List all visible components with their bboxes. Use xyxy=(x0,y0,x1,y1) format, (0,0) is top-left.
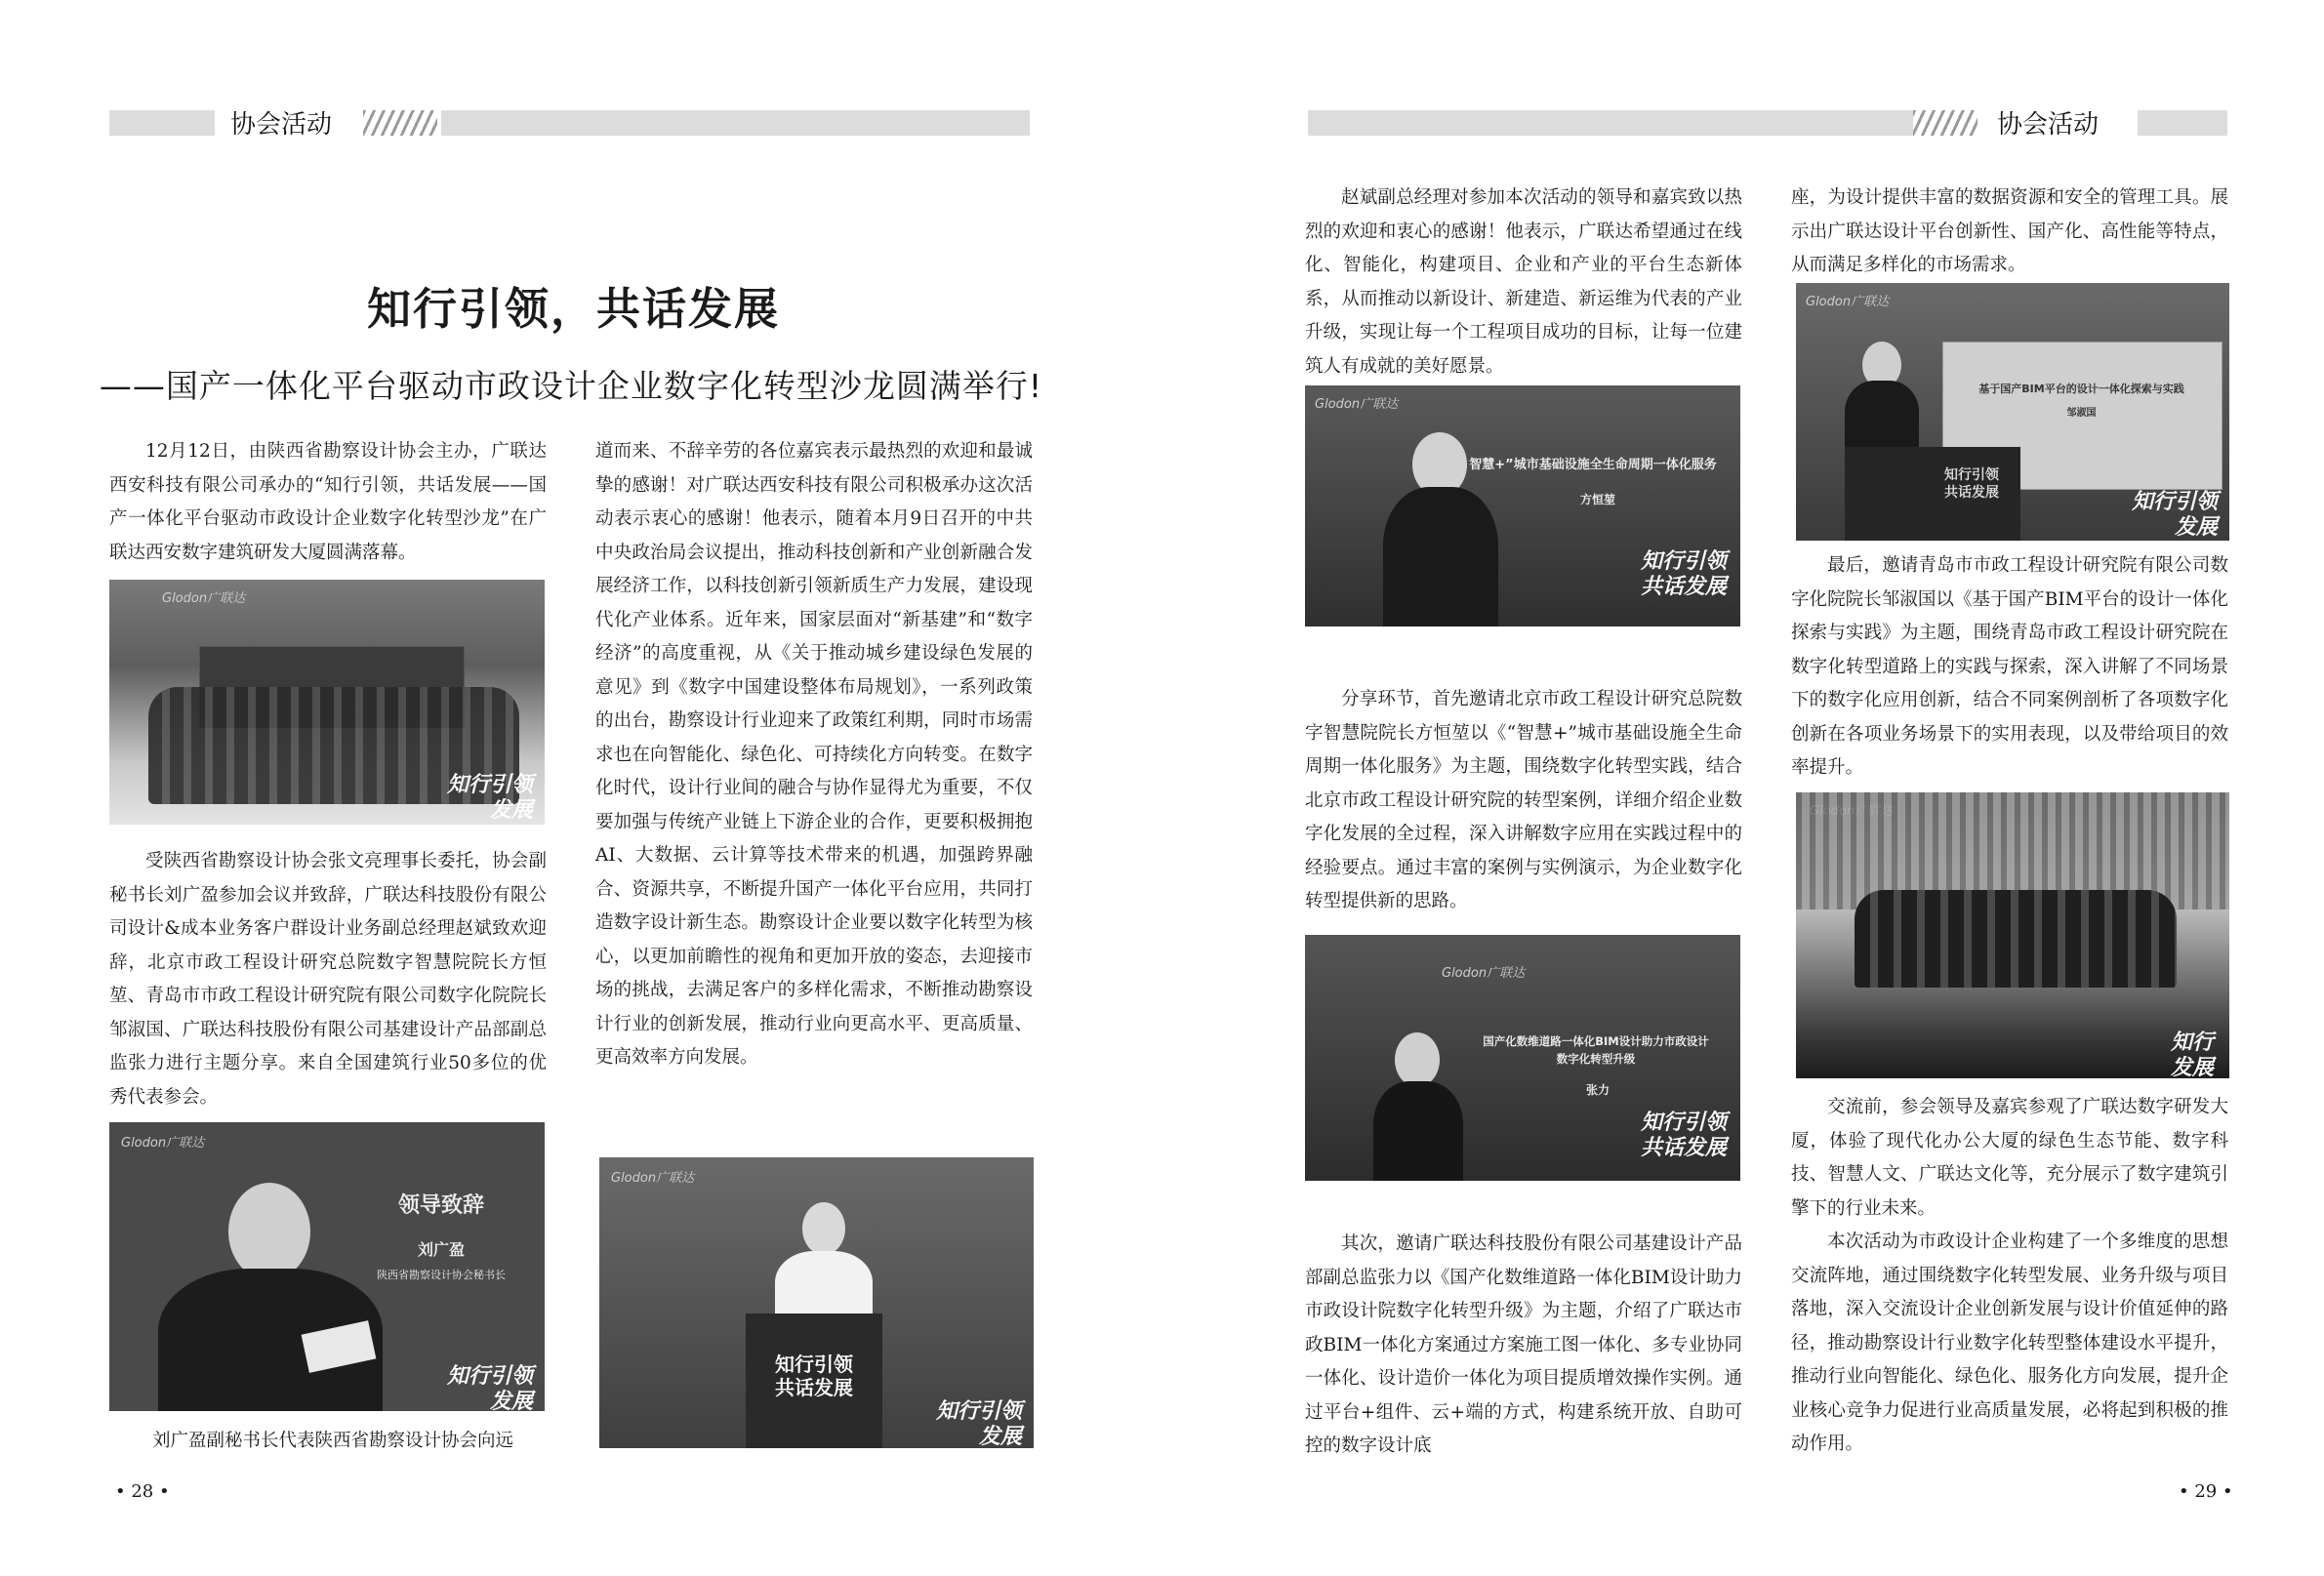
header-bar xyxy=(2138,110,2227,136)
speaker-body xyxy=(1373,1081,1463,1181)
screen-name: 方恒堃 xyxy=(1579,493,1615,506)
section-title: 协会活动 xyxy=(1997,110,2100,140)
photo-caption: 刘广盈副秘书长代表陕西省勘察设计协会向远 xyxy=(152,1431,514,1451)
header-bar xyxy=(1308,110,1913,136)
right-page xyxy=(1162,0,2324,1576)
glodon-logo: Glodon广联达 xyxy=(121,1136,205,1151)
page-number: • 29 • xyxy=(2179,1481,2233,1502)
slogan: 知行引领 发展 xyxy=(446,1364,533,1411)
slogan: 知行引领 共话发展 xyxy=(1640,1111,1727,1160)
screen-title: 基于国产BIM平台的设计一体化探索与实践 xyxy=(1978,383,2184,395)
header-stripes xyxy=(1913,110,1977,136)
crowd xyxy=(1855,890,2177,988)
paragraph: 12月12日，由陕西省勘察设计协会主办，广联达西安科技有限公司承办的“知行引领，共话发展——国产一体化平台驱动市政设计企业数字化转型沙龙”在广联达西安数字建筑研发大厦圆满落幕。 xyxy=(109,441,547,563)
right-col1-bottom xyxy=(1305,1228,1742,1464)
speaker-photo-zou xyxy=(1796,283,2229,541)
speaker-photo-zhang xyxy=(1305,935,1740,1181)
paragraph: 座，为设计提供丰富的数据资源和安全的管理工具。展示出广联达设计平台创新性、国产化、高性能等特点，从而满足多样化的市场需求。 xyxy=(1791,187,2228,275)
left-col1-top xyxy=(109,435,547,570)
paragraph: 交流前，参会领导及嘉宾参观了广联达数字研发大厦，体验了现代化办公大厦的绿色生态节能、数字科技、智慧人文、广联达文化等，充分展示了数字建筑引擎下的行业未来。 xyxy=(1791,1097,2228,1219)
podium xyxy=(1845,447,2020,541)
podium-text: 知行引领 共话发展 xyxy=(1944,467,1999,501)
header-bar xyxy=(441,110,1030,136)
slogan: 知行 发展 xyxy=(2170,1030,2214,1078)
slogan: 知行引领 发展 xyxy=(446,773,533,823)
speaker-head xyxy=(802,1202,845,1255)
visit-photo xyxy=(1796,792,2229,1078)
header-bar xyxy=(109,110,215,136)
slogan: 知行引领 共话发展 xyxy=(1640,549,1727,599)
paragraph: 其次，邀请广联达科技股份有限公司基建设计产品部副总监张力以《国产化数维道路一体化BIM设计助力市政设计院数字化转型升级》为主题，介绍了广联达市政BIM一体化方案通过方案施工图一体化、多专业协同一体化、设计造价一体化为项目提质增效操作实例。通过平台+组件、云+端的方式，构建系统开放、自助可控的数字设计底 xyxy=(1305,1233,1742,1456)
paragraph: 受陕西省勘察设计协会张文亮理事长委托，协会副秘书长刘广盈参加会议并致辞，广联达科技股份有限公司设计&成本业务客户群设计业务副总经理赵斌致欢迎辞，北京市政工程设计研究总院数字智慧院院长方恒堃、青岛市市政工程设计研究院有限公司数字化院院长邹淑国、广联达科技股份有限公司基建设计产品部副总监张力进行主题分享。来自全国建筑行业50多位的优秀代表参会。 xyxy=(109,851,547,1108)
screen-title: 国产化数维道路一体化BIM设计助力市政设计 数字化转型升级 xyxy=(1483,1034,1709,1066)
glodon-logo: Glodon广联达 xyxy=(611,1171,695,1186)
right-col2-mid xyxy=(1791,549,2228,786)
screen-title: 领导致辞 xyxy=(397,1193,484,1218)
screen-name: 张力 xyxy=(1585,1083,1610,1097)
paragraph: 本次活动为市政设计企业构建了一个多维度的思想交流阵地，通过围绕数字化转型发展、业务升级与项目落地，深入交流设计企业创新发展与设计价值延伸的路径，推动勘察设计行业数字化转型整体建设水平提升，推动行业向智能化、绿色化、服务化方向发展，提升企业核心竞争力促进行业高质量发展，必将起到积极的推动作用。 xyxy=(1791,1232,2228,1454)
right-col2-top xyxy=(1791,182,2228,283)
paragraph: 道而来、不辞辛劳的各位嘉宾表示最热烈的欢迎和最诚挚的感谢！对广联达西安科技有限公司积极承办这次活动表示衷心的感谢！他表示，随着本月9日召开的中共中央政治局会议提出，推动科技创新和产业创新融合发展经济工作，以科技创新引领新质生产力发展，建设现代化产业体系。近年来，国家层面对“新基建”和“数字经济”的高度重视，从《关于推动城乡建设绿色发展的意见》到《数字中国建设整体布局规划》，一系列政策的出台，勘察设计行业迎来了政策红利期，同时市场需求也在向智能化、绿色化、可持续化方向转变。在数字化时代，设计行业间的融合与协作显得尤为重要，不仅要加强与传统产业链上下游企业的合作，更要积极拥抱AI、大数据、云计算等技术带来的机遇，加强跨界融合、资源共享，不断提升国产一体化平台应用，共同打造数字设计新生态。勘察设计企业要以数字化转型为核心，以更加前瞻性的视角和更加开放的姿态，去迎接市场的挑战，去满足客户的多样化需求，不断推动勘察设计行业的创新发展，推动行业向更高水平、更高质量、更高效率方向发展。 xyxy=(595,441,1033,1068)
glodon-logo: Glodon广联达 xyxy=(1806,295,1890,309)
right-col2-bottom xyxy=(1791,1091,2228,1462)
speaker-body xyxy=(1383,487,1498,626)
slogan: 知行引领 发展 xyxy=(935,1399,1022,1448)
header-stripes xyxy=(363,110,437,136)
left-col2 xyxy=(595,435,1033,1075)
paragraph: 赵斌副总经理对参加本次活动的领导和嘉宾致以热烈的欢迎和衷心的感谢！他表示，广联达希望通过在线化、智能化，构建项目、企业和产业的平台生态新体系，从而推动以新设计、新建造、新运维为代表的产业升级，实现让每一个工程项目成功的目标，让每一位建筑人有成就的美好愿景。 xyxy=(1305,187,1742,377)
section-header-left xyxy=(0,110,1162,140)
podium-text: 知行引领 共话发展 xyxy=(775,1353,853,1399)
article-title: 知行引领，共话发展 xyxy=(366,283,780,335)
podium xyxy=(746,1313,882,1448)
glodon-logo: Glodon广联达 xyxy=(1442,966,1526,981)
screen-title: 智慧+”城市基础设施全生命周期一体化服务 xyxy=(1469,458,1717,472)
screen-role: 陕西省勘察设计协会秘书长 xyxy=(377,1269,506,1281)
slogan: 知行引领 发展 xyxy=(2131,490,2218,540)
article-subtitle: ——国产一体化平台驱动市政设计企业数字化转型沙龙圆满举行! xyxy=(99,367,1043,405)
speaker-photo-zhao xyxy=(599,1157,1034,1448)
glodon-logo: Glodon广联达 xyxy=(162,591,246,606)
page-number: • 28 • xyxy=(115,1481,170,1502)
speaker-photo-liu xyxy=(109,1122,545,1411)
screen-name: 刘广盈 xyxy=(417,1240,465,1259)
speaker-head xyxy=(228,1183,310,1280)
section-header-right xyxy=(1162,110,2324,140)
section-title: 协会活动 xyxy=(230,110,333,140)
group-photo xyxy=(109,580,545,825)
speaker-photo-fang xyxy=(1305,385,1740,626)
right-col1-mid xyxy=(1305,683,1742,919)
screen-name: 邹淑国 xyxy=(2066,408,2097,419)
glodon-logo: Glodon广联达 xyxy=(1315,397,1399,412)
speaker-head xyxy=(1395,1032,1440,1087)
left-col1-mid xyxy=(109,845,547,1114)
right-col1-top xyxy=(1305,182,1742,384)
paragraph: 最后，邀请青岛市市政工程设计研究院有限公司数字化院院长邹淑国以《基于国产BIM平台的设计一体化探索与实践》为主题，围绕青岛市政工程设计研究院在数字化转型道路上的实践与探索，深入讲解了不同场景下的数字化应用创新，结合不同案例剖析了各项数字化创新在各项业务场景下的实用表现，以及带给项目的效率提升。 xyxy=(1791,555,2228,778)
paragraph: 分享环节，首先邀请北京市政工程设计研究总院数字智慧院院长方恒堃以《“智慧+”城市基础设施全生命周期一体化服务》为主题，围绕数字化转型实践，结合北京市政工程设计研究院的转型案例，详细介绍企业数字化发展的全过程，深入讲解数字应用在实践过程中的经验要点。通过丰富的案例与实例演示，为企业数字化转型提供新的思路。 xyxy=(1305,689,1742,911)
